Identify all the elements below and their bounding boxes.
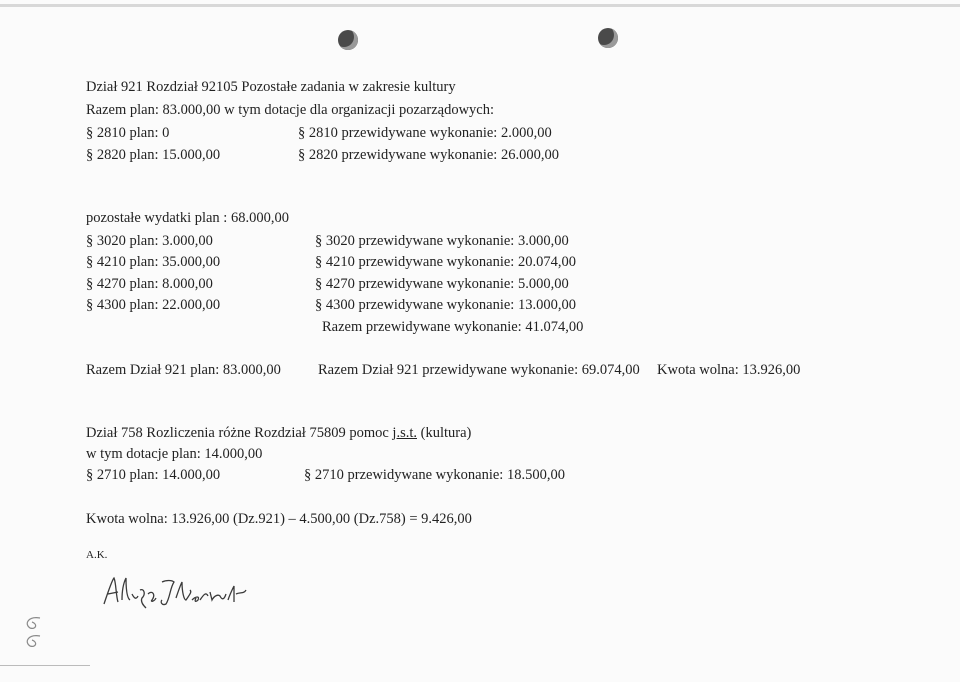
section758-heading-part1: Dział 758 Rozliczenia różne Rozdział 75809 pomoc (86, 425, 393, 441)
summary921-plan: Razem Dział 921 plan: 83.000,00 (86, 362, 281, 378)
punch-hole-left (338, 30, 358, 50)
row-4270-execution: § 4270 przewidywane wykonanie: 5.000,00 (315, 276, 569, 292)
row-2710-plan: § 2710 plan: 14.000,00 (86, 467, 221, 483)
section758-subsidy: w tym dotacje plan: 14.000,00 (86, 446, 263, 462)
row-4210-execution: § 4210 przewidywane wykonanie: 20.074,00 (315, 254, 576, 270)
section758-heading (86, 424, 471, 442)
row-4210-plan: § 4210 plan: 35.000,00 (86, 254, 221, 270)
row-4270-plan: § 4270 plan: 8.000,00 (86, 276, 213, 292)
row-4300-plan: § 4300 plan: 22.000,00 (86, 297, 221, 313)
row-2810-execution: § 2810 przewidywane wykonanie: 2.000,00 (298, 125, 552, 141)
row-3020-execution: § 3020 przewidywane wykonanie: 3.000,00 (315, 233, 569, 249)
row-2820-execution: § 2820 przewidywane wykonanie: 26.000,00 (298, 147, 559, 163)
row-2810-plan: § 2810 plan: 0 (86, 125, 170, 141)
final-free-amount-calculation: Kwota wolna: 13.926,00 (Dz.921) – 4.500,00 (Dz.758) = 9.426,00 (86, 511, 472, 527)
initials: A.K. (86, 549, 108, 561)
top-edge-line (0, 4, 960, 7)
summary921-free-amount: Kwota wolna: 13.926,00 (657, 362, 801, 378)
section2-heading: pozostałe wydatki plan : 68.000,00 (86, 210, 289, 226)
section1-heading: Dział 921 Rozdział 92105 Pozostałe zadania w zakresie kultury (86, 79, 456, 95)
handwritten-signature (100, 572, 260, 612)
row-2820-plan: § 2820 plan: 15.000,00 (86, 147, 221, 163)
bottom-edge-line (0, 665, 90, 666)
row-3020-plan: § 3020 plan: 3.000,00 (86, 233, 213, 249)
section758-heading-part2: (kultura) (417, 425, 472, 441)
section2-total-execution: Razem przewidywane wykonanie: 41.074,00 (322, 319, 584, 335)
punch-hole-right (598, 28, 618, 48)
summary921-execution: Razem Dział 921 przewidywane wykonanie: 69.074,00 (318, 362, 640, 378)
margin-page-number (18, 612, 48, 652)
section758-heading-jst: j.s.t. (392, 425, 417, 441)
row-4300-execution: § 4300 przewidywane wykonanie: 13.000,00 (315, 297, 576, 313)
section1-total-plan: Razem plan: 83.000,00 w tym dotacje dla organizacji pozarządowych: (86, 102, 495, 118)
row-2710-execution: § 2710 przewidywane wykonanie: 18.500,00 (304, 467, 565, 483)
